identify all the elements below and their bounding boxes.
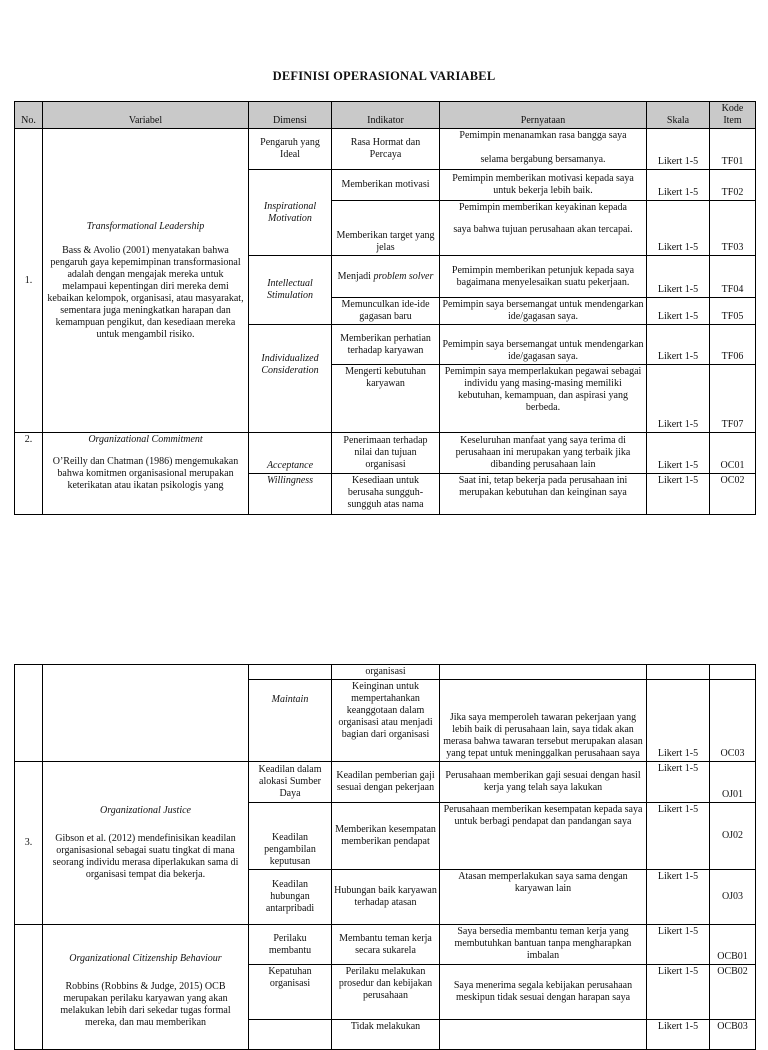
indicator-cell: Rasa Hormat dan Percaya	[332, 129, 440, 170]
dimension-cell: Keadilan hubungan antarpribadi	[249, 870, 332, 925]
item-code-cell: OJ02	[710, 803, 756, 870]
dimension-cell: Keadilan dalam alokasi Sumber Daya	[249, 762, 332, 803]
item-code-cell: TF06	[710, 325, 756, 365]
item-code-cell: TF04	[710, 256, 756, 298]
statement-line: Pemimpin saya memperlakukan pegawai sebagai individu yang masing-masing memiliki	[444, 366, 642, 389]
indicator-cell: Memberikan motivasi	[332, 170, 440, 201]
variable-name: Transformational Leadership	[86, 220, 205, 232]
indicator-cell: Memberikan target yang jelas	[332, 201, 440, 256]
statement-cell: Pemimpin saya bersemangat untuk mendengarkan ide/gagasan saya.	[440, 325, 647, 365]
indicator-cell: Kesediaan untuk berusaha sungguh-sungguh atas nama	[332, 474, 440, 515]
indicator-cell: Membantu teman kerja secara sukarela	[332, 925, 440, 965]
variable-cell	[43, 925, 249, 1050]
item-code-cell: OCB02	[710, 965, 756, 1020]
statement-cell	[440, 1020, 647, 1050]
variable-name: Organizational Commitment	[88, 434, 203, 445]
item-code-cell: TF02	[710, 170, 756, 201]
scale-cell: Likert 1-5	[647, 201, 710, 256]
indicator-cell: Perilaku melakukan prosedur dan kebijakan perusahaan	[332, 965, 440, 1020]
table-row	[15, 762, 756, 803]
indicator-text: Menjadi	[337, 270, 374, 282]
row-number	[15, 665, 43, 762]
indicator-cell: Memberikan kesempatan memberikan pendapat	[332, 803, 440, 870]
statement-cell: Perusahaan memberikan kesempatan kepada saya untuk berbagi pendapat dan pandangan saya	[440, 803, 647, 870]
variable-name: Organizational Citizenship Behaviour	[69, 953, 222, 964]
indicator-cell: Hubungan baik karyawan terhadap atasan	[332, 870, 440, 925]
table-row	[15, 129, 756, 170]
indicator-cell: Memberikan perhatian terhadap karyawan	[332, 325, 440, 365]
statement-line: Pemimpin memberikan keyakinan kepada	[458, 202, 627, 213]
scale-cell: Likert 1-5	[647, 129, 710, 170]
statement-cell: Jika saya memperoleh tawaran pekerjaan yang lebih baik di perusahaan lain, saya tidak akan merasa bahwa tawaran tersebut merupakan alasan yang tepat untuk meninggalkan perusahaan saya	[440, 680, 647, 762]
header-variabel: Variabel	[43, 102, 249, 129]
indicator-cell: Penerimaan terhadap nilai dan tujuan organisasi	[332, 433, 440, 474]
table-row	[15, 433, 756, 474]
dimension-cell: Willingness	[249, 474, 332, 515]
header-pernyataan: Pernyataan	[440, 102, 647, 129]
item-code-cell: OCB01	[710, 925, 756, 965]
indicator-cell: Mengerti kebutuhan karyawan	[332, 365, 440, 433]
item-code-cell: TF01	[710, 129, 756, 170]
statement-cell	[440, 201, 647, 256]
variable-cell	[43, 129, 249, 433]
item-code-cell: TF05	[710, 298, 756, 325]
item-code-cell: OC01	[710, 433, 756, 474]
statement-cell	[440, 665, 647, 680]
statement-line: Pemimpin menanamkan rasa bangga saya	[459, 130, 627, 141]
scale-cell: Likert 1-5	[647, 298, 710, 325]
variable-cell	[43, 433, 249, 515]
table-row	[15, 665, 756, 680]
header-kode-item: Kode Item	[710, 102, 756, 129]
item-code-cell: OJ03	[710, 870, 756, 925]
indicator-cell: Keadilan pemberian gaji sesuai dengan pekerjaan	[332, 762, 440, 803]
statement-line: selama bergabung bersamanya.	[480, 154, 606, 165]
scale-cell: Likert 1-5	[647, 474, 710, 515]
statement-cell: Saya bersedia membantu teman kerja yang membutuhkan bantuan tanpa mengharapkan imbalan	[440, 925, 647, 965]
dimension-cell: Maintain	[249, 680, 332, 762]
item-code-cell: OC02	[710, 474, 756, 515]
scale-cell: Likert 1-5	[647, 433, 710, 474]
row-number	[15, 925, 43, 1050]
variable-cell	[43, 665, 249, 762]
header-no: No.	[15, 102, 43, 129]
statement-cell: Saat ini, tetap bekerja pada perusahaan ini merupakan kebutuhan dan keinginan saya	[440, 474, 647, 515]
indicator-cell: Memunculkan ide-ide gagasan baru	[332, 298, 440, 325]
dimension-cell	[249, 1020, 332, 1050]
indicator-cell: Tidak melakukan	[332, 1020, 440, 1050]
page-title: DEFINISI OPERASIONAL VARIABEL	[272, 69, 496, 83]
scale-cell: Likert 1-5	[647, 325, 710, 365]
statement-cell: Perusahaan memberikan gaji sesuai dengan hasil kerja yang telah saya lakukan	[440, 762, 647, 803]
scale-cell: Likert 1-5	[647, 965, 710, 1020]
header-skala: Skala	[647, 102, 710, 129]
statement-cell: Pemimpin memberikan motivasi kepada saya untuk bekerja lebih baik.	[440, 170, 647, 201]
statement-line: saya bahwa tujuan perusahaan akan tercapai.	[453, 224, 633, 235]
statement-cell: Pemimpin saya bersemangat untuk mendengarkan ide/gagasan saya.	[440, 298, 647, 325]
scale-cell: Likert 1-5	[647, 170, 710, 201]
statement-line: kebutuhan, kemampuan, dan aspirasi yang berbeda.	[458, 390, 628, 413]
statement-cell: Saya menerima segala kebijakan perusahaan meskipun tidak sesuai dengan harapan saya	[440, 965, 647, 1020]
item-code-cell: TF07	[710, 365, 756, 433]
dimension-cell: Acceptance	[249, 433, 332, 474]
dimension-cell: Inspirational Motivation	[249, 170, 332, 256]
item-code-cell	[710, 665, 756, 680]
scale-cell: Likert 1-5	[647, 870, 710, 925]
dimension-cell: Kepatuhan organisasi	[249, 965, 332, 1020]
row-number: 2.	[15, 433, 43, 515]
table-header-row	[15, 102, 756, 129]
dimension-cell: Keadilan pengambilan keputusan	[249, 803, 332, 870]
item-code-cell: OC03	[710, 680, 756, 762]
table-row	[15, 925, 756, 965]
scale-cell: Likert 1-5	[647, 1020, 710, 1050]
header-indikator: Indikator	[332, 102, 440, 129]
scale-cell: Likert 1-5	[647, 365, 710, 433]
variable-cell	[43, 762, 249, 925]
row-number: 1.	[15, 129, 43, 433]
statement-cell	[440, 365, 647, 433]
indicator-text-italic: problem solver	[373, 270, 434, 282]
indicator-cell: organisasi	[332, 665, 440, 680]
variable-description: Bass & Avolio (2001) menyatakan bahwa pengaruh gaya kepemimpinan transformasional adalah dengan mengajak mereka untuk melampaui kepentingan diri mereka demi kebaikan kelompok, organisasi, atau masyarakat, sementara juga meningkatkan harapan dan kemampuan pengikut, dan kesediaan mereka untuk mengambil risiko.	[47, 244, 244, 340]
variable-description: O’Reilly dan Chatman (1986) mengemukakan bahwa komitmen organisasional merupakan keterikatan atau ikatan psikologis yang	[52, 456, 239, 491]
statement-cell	[440, 129, 647, 170]
variable-description: Robbins (Robbins & Judge, 2015) OCB merupakan perilaku karyawan yang akan melakukan lebih dari sekedar tugas formal mereka, dan mau memberikan	[60, 981, 231, 1028]
row-number: 3.	[15, 762, 43, 925]
dimension-cell	[249, 665, 332, 680]
statement-cell: Pemimpin memberikan petunjuk kepada saya bagaimana menyelesaikan suatu pekerjaan.	[440, 256, 647, 298]
header-dimensi: Dimensi	[249, 102, 332, 129]
dimension-cell: Individualized Consideration	[249, 325, 332, 433]
indicator-cell	[332, 256, 440, 298]
scale-cell	[647, 665, 710, 680]
scale-cell: Likert 1-5	[647, 256, 710, 298]
item-code-cell: OCB03	[710, 1020, 756, 1050]
variable-description: Gibson et al. (2012) mendefinisikan keadilan organisasional sebagai suatu tingkat di mana seorang individu merasa diperlakukan sama di organisasi tempat dia bekerja.	[52, 833, 239, 880]
indicator-cell: Keinginan untuk mempertahankan keanggotaan dalam organisasi atau menjadi bagian dari organisasi	[332, 680, 440, 762]
variable-table-part-1	[14, 101, 756, 515]
scale-cell: Likert 1-5	[647, 762, 710, 803]
dimension-cell: Perilaku membantu	[249, 925, 332, 965]
variable-table-part-2	[14, 664, 756, 1050]
statement-cell: Atasan memperlakukan saya sama dengan karyawan lain	[440, 870, 647, 925]
item-code-cell: TF03	[710, 201, 756, 256]
variable-name: Organizational Justice	[99, 805, 191, 816]
dimension-cell: Intellectual Stimulation	[249, 256, 332, 325]
statement-cell: Keseluruhan manfaat yang saya terima di perusahaan ini merupakan yang terbaik jika dibanding perusahaan lain	[440, 433, 647, 474]
scale-cell: Likert 1-5	[647, 925, 710, 965]
scale-cell: Likert 1-5	[647, 803, 710, 870]
item-code-cell: OJ01	[710, 762, 756, 803]
dimension-cell: Pengaruh yang Ideal	[249, 129, 332, 170]
scale-cell: Likert 1-5	[647, 680, 710, 762]
